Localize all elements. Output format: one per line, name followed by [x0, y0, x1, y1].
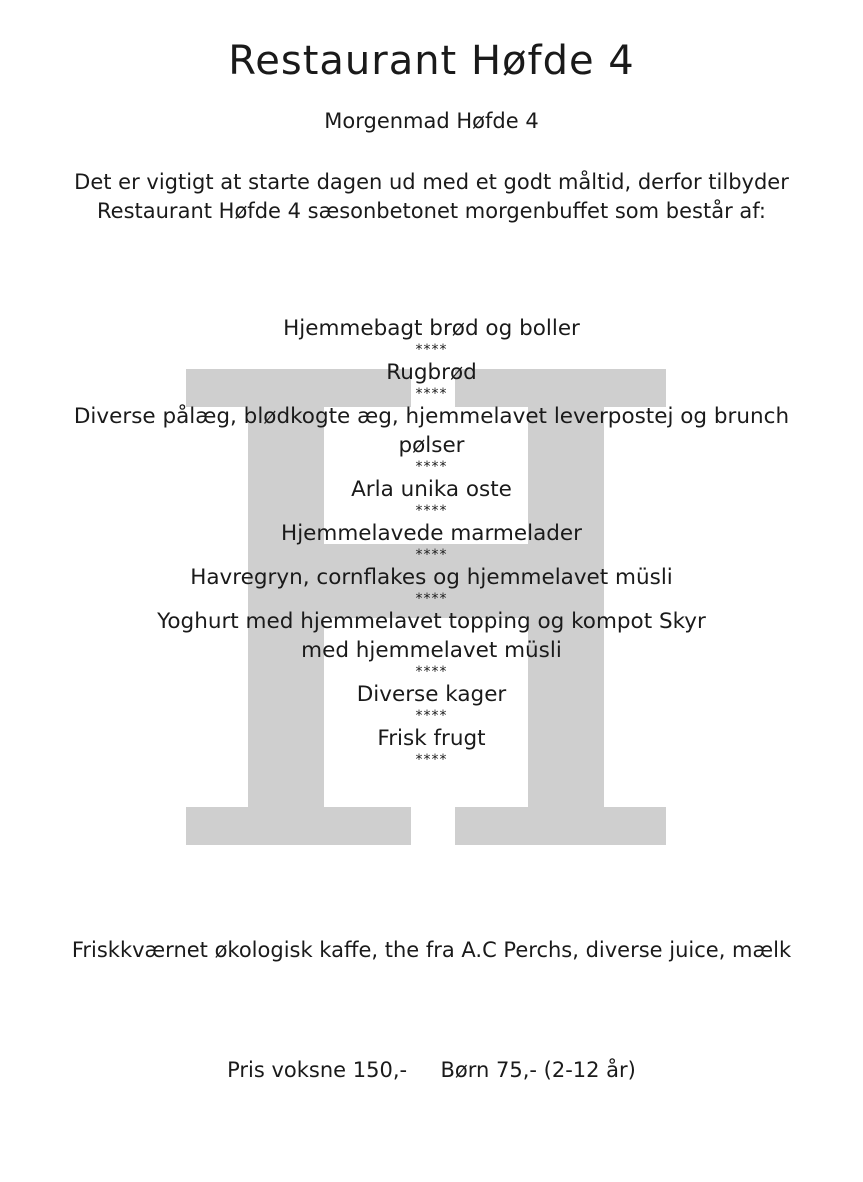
menu-item: Diverse pålæg, blødkogte æg, hjemmelavet leverpostej og brunch pølser: [73, 404, 790, 458]
menu-item: Hjemmelavede marmelader: [281, 521, 582, 546]
adult-price: Pris voksne 150,-: [227, 1058, 408, 1082]
menu-item: Havregryn, cornflakes og hjemmelavet müsli: [190, 565, 673, 590]
price-line: [0, 1056, 863, 1084]
menu-separator: ****: [415, 547, 448, 563]
page-subtitle: Morgenmad Høfde 4: [324, 109, 539, 133]
menu-separator: ****: [415, 342, 448, 358]
page-title: Restaurant Høfde 4: [228, 38, 635, 84]
menu-separator: ****: [415, 664, 448, 680]
menu-separator: ****: [415, 503, 448, 519]
menu-separator: ****: [415, 752, 448, 768]
menu-item: Rugbrød: [386, 360, 477, 385]
intro-paragraph: Det er vigtigt at starte dagen ud med et godt måltid, derfor tilbyder Restaurant Høfde 4 sæsonbetonet morgenbuffet som består af:: [74, 170, 789, 223]
buffet-menu-list: [40, 314, 823, 768]
menu-item: Yoghurt med hjemmelavet topping og kompot Skyr med hjemmelavet müsli: [157, 609, 706, 663]
menu-item: Diverse kager: [356, 682, 507, 707]
menu-separator: ****: [415, 591, 448, 607]
menu-item: Hjemmebagt brød og boller: [283, 316, 580, 341]
drinks-paragraph: Friskkværnet økologisk kaffe, the fra A.C Perchs, diverse juice, mælk: [71, 938, 792, 962]
child-price: Børn 75,- (2-12 år): [440, 1058, 636, 1082]
menu-item: Frisk frugt: [377, 726, 486, 751]
menu-separator: ****: [415, 459, 448, 475]
menu-separator: ****: [415, 386, 448, 402]
menu-item: Arla unika oste: [351, 477, 512, 502]
menu-separator: ****: [415, 708, 448, 724]
